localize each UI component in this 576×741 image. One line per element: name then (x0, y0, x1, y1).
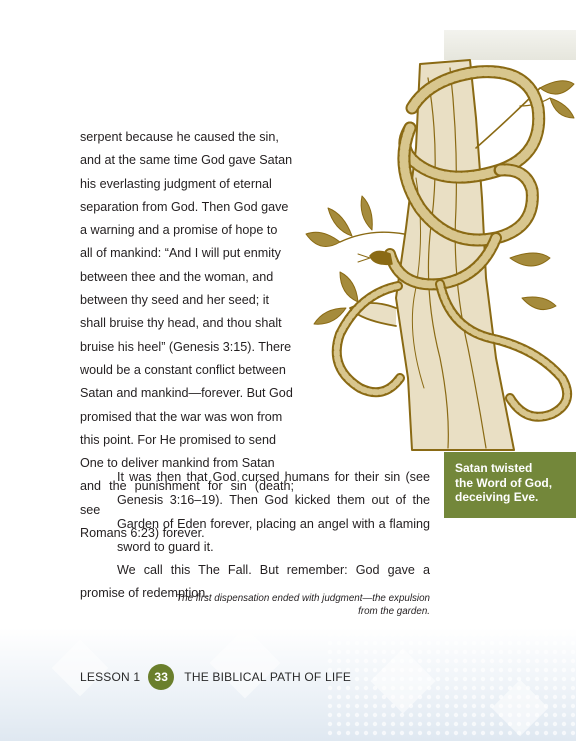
column-line: Romans 6:23) forever. (80, 526, 205, 541)
serpent-illustration (300, 58, 576, 452)
column-line: between thee and the woman, and (80, 269, 274, 284)
column-line: his everlasting judgment of eternal (80, 176, 272, 191)
column-line: this point. For He promised to send (80, 432, 276, 447)
column-line: shall bruise thy head, and thou shalt (80, 316, 282, 331)
body-full-width (80, 466, 430, 606)
sidebar-line: the Word of God, (455, 475, 553, 490)
footer-lesson-label: LESSON 1 (80, 670, 141, 684)
sidebar-line: deceiving Eve. (455, 490, 539, 505)
column-line: Satan and mankind—forever. But God (80, 386, 293, 401)
caption-line: from the garden. (358, 606, 430, 617)
column-line: a warning and a promise of hope to (80, 223, 278, 238)
column-line: between thy seed and her seed; it (80, 293, 270, 308)
top-tab (444, 30, 576, 60)
column-line: promised that the war was won from (80, 409, 283, 424)
column-line: bruise his heel” (Genesis 3:15). There (80, 339, 292, 354)
column-line: separation from God. Then God gave (80, 199, 289, 214)
paragraph-redemption: We call this The Fall. But remember: God gave a promise of redemption. (80, 563, 430, 601)
column-line: serpent because he caused the sin, (80, 130, 279, 144)
caption-line: The first dispensation ended with judgment—the expulsion (176, 593, 430, 604)
page-footer (80, 664, 351, 690)
column-line: and the punishment for sin (death; see (80, 479, 294, 517)
sidebar-callout (444, 452, 576, 518)
column-line: all of mankind: “And I will put enmity (80, 246, 281, 261)
sidebar-line: Satan twisted (455, 461, 533, 475)
column-line: and at the same time God gave Satan (80, 153, 293, 168)
page-number-badge: 33 (148, 664, 174, 690)
footer-book-title: THE BIBLICAL PATH OF LIFE (184, 670, 352, 684)
column-line: One to deliver mankind from Satan (80, 456, 275, 471)
column-line: would be a constant conflict between (80, 362, 286, 377)
paragraph-fall-curse: It was then that God cursed humans for their sin (see Genesis 3:16–19). Then God kicked them out of the Garden of Eden forever, placing an angel with a flaming sword to guard it. (117, 470, 430, 554)
illustration-caption (150, 592, 430, 618)
